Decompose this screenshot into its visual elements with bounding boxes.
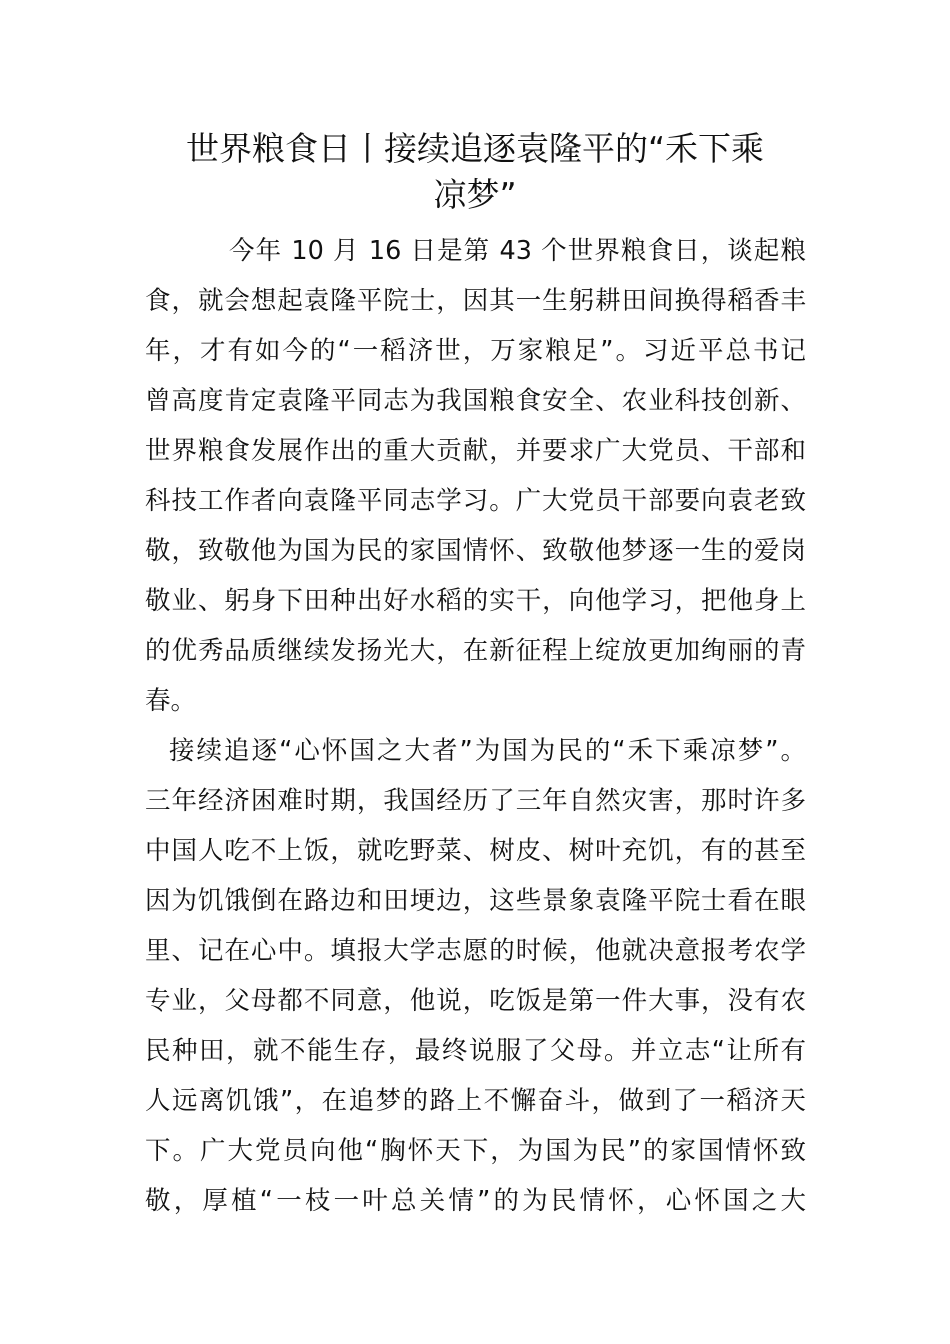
text-line: 敬，厚植“一枝一叶总关情”的为民情怀，心怀国之大 <box>145 1186 806 1216</box>
text-line: 三年经济困难时期，我国经历了三年自然灾害，那时许多 <box>145 786 806 816</box>
text-line: 的优秀品质继续发扬光大，在新征程上绽放更加绚丽的青 <box>145 636 806 666</box>
paragraph-2 <box>145 726 806 1226</box>
text-line: 曾高度肯定袁隆平同志为我国粮食安全、农业科技创新、 <box>145 386 806 416</box>
text-line: 食，就会想起袁隆平院士，因其一生躬耕田间换得稻香丰 <box>145 286 806 316</box>
text-line: 春。 <box>145 686 197 716</box>
text-line: 年，才有如今的“一稻济世，万家粮足”。习近平总书记 <box>145 336 806 366</box>
text-line: 人远离饥饿”，在追梦的路上不懈奋斗，做到了一稻济天 <box>145 1086 806 1116</box>
text-line: 里、记在心中。填报大学志愿的时候，他就决意报考农学 <box>145 936 806 966</box>
text-line: 民种田，就不能生存，最终说服了父母。并立志“让所有 <box>145 1036 806 1066</box>
paragraph-1 <box>145 226 806 726</box>
text-line: 敬，致敬他为国为民的家国情怀、致敬他梦逐一生的爱岗 <box>145 536 806 566</box>
text-line: 敬业、躬身下田种出好水稻的实干，向他学习，把他身上 <box>145 586 806 616</box>
text-line: 世界粮食发展作出的重大贡献，并要求广大党员、干部和 <box>145 436 806 466</box>
title-line: 凉梦” <box>433 175 517 214</box>
text-line: 专业，父母都不同意，他说，吃饭是第一件大事，没有农 <box>145 986 806 1016</box>
text-line: 今年 10 月 16 日是第 43 个世界粮食日，谈起粮 <box>229 236 806 266</box>
text-line: 因为饥饿倒在路边和田埂边，这些景象袁隆平院士看在眼 <box>145 886 806 916</box>
text-line: 科技工作者向袁隆平同志学习。广大党员干部要向袁老致 <box>145 486 806 516</box>
title-line: 世界粮食日丨接续追逐袁隆平的“禾下乘 <box>185 129 765 168</box>
text-line: 下。广大党员向他“胸怀天下，为国为民”的家国情怀致 <box>145 1136 806 1166</box>
document-body <box>145 226 806 1226</box>
text-line: 接续追逐“心怀国之大者”为国为民的“禾下乘凉梦”。 <box>169 736 806 766</box>
document-title <box>145 126 805 218</box>
text-line: 中国人吃不上饭，就吃野菜、树皮、树叶充饥，有的甚至 <box>145 836 806 866</box>
